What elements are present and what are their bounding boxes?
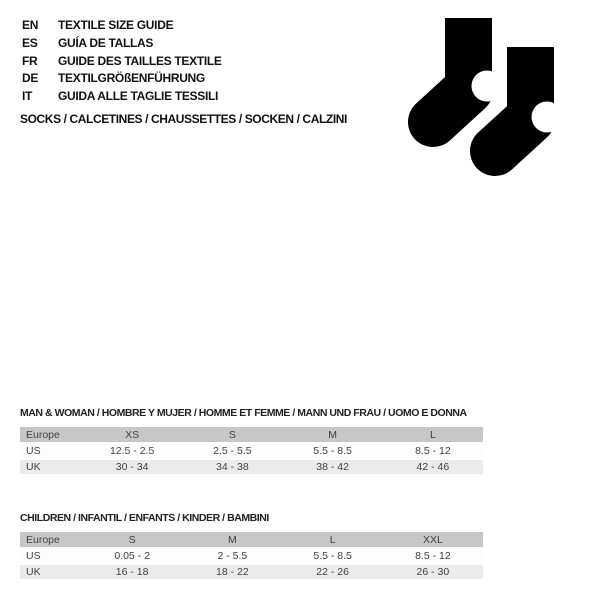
size-cell: 2.5 - 5.5 (182, 443, 282, 459)
size-cell: 26 - 30 (383, 564, 483, 580)
size-cell: 0.05 - 2 (82, 548, 182, 564)
size-cell: 22 - 26 (283, 564, 383, 580)
size-table-section-adults (20, 406, 483, 476)
column-header-size: M (283, 427, 383, 443)
language-label: GUÍA DE TALLAS (58, 35, 154, 50)
column-header-size: S (82, 532, 182, 548)
table-row-uk (20, 564, 483, 580)
column-header-size: L (283, 532, 383, 548)
size-cell: 42 - 46 (383, 459, 483, 475)
column-header-region: Europe (20, 532, 82, 548)
language-label: GUIDE DES TAILLES TEXTILE (58, 53, 222, 68)
column-header-region: Europe (20, 427, 82, 443)
language-code: FR (22, 53, 38, 68)
size-cell: 12.5 - 2.5 (82, 443, 182, 459)
size-cell: 8.5 - 12 (383, 443, 483, 459)
language-label: GUIDA ALLE TAGLIE TESSILI (58, 89, 219, 104)
language-label: TEXTILE SIZE GUIDE (58, 18, 174, 32)
language-row-fr (22, 53, 222, 71)
size-table-children (20, 532, 483, 581)
column-header-size: XXL (383, 532, 483, 548)
language-code: EN (22, 18, 39, 32)
language-list (22, 17, 222, 106)
language-label: TEXTILGRÖßENFÜHRUNG (58, 71, 205, 86)
size-cell: 5.5 - 8.5 (283, 443, 383, 459)
size-cell: 16 - 18 (82, 564, 182, 580)
region-cell: US (20, 548, 82, 564)
language-row-de (22, 70, 222, 88)
size-cell: 8.5 - 12 (383, 548, 483, 564)
category-title: SOCKS / CALCETINES / CHAUSSETTES / SOCKEN / CALZINI (20, 112, 347, 126)
size-cell: 18 - 22 (182, 564, 282, 580)
table-title-children: CHILDREN / INFANTIL / ENFANTS / KINDER / BAMBINI (20, 512, 269, 524)
language-code: DE (22, 71, 39, 86)
region-cell: UK (20, 459, 82, 475)
size-cell: 38 - 42 (283, 459, 383, 475)
size-cell: 30 - 34 (82, 459, 182, 475)
size-table-section-children (20, 511, 483, 581)
column-header-size: M (182, 532, 282, 548)
language-code: ES (22, 35, 38, 50)
column-header-size: S (182, 427, 282, 443)
column-header-size: XS (82, 427, 182, 443)
table-row-us (20, 548, 483, 564)
table-header-row (20, 427, 483, 443)
table-header-row (20, 532, 483, 548)
table-row-us (20, 443, 483, 459)
language-row-es (22, 35, 222, 53)
region-cell: US (20, 443, 82, 459)
language-code: IT (22, 89, 33, 104)
socks-icon (400, 8, 570, 183)
language-row-en (22, 17, 222, 35)
table-row-uk (20, 459, 483, 475)
column-header-size: L (383, 427, 483, 443)
table-title-adults: MAN & WOMAN / HOMBRE Y MUJER / HOMME ET FEMME / MANN UND FRAU / UOMO E DONNA (20, 407, 467, 419)
language-row-it (22, 88, 222, 106)
size-cell: 2 - 5.5 (182, 548, 282, 564)
size-table-adults (20, 427, 483, 476)
size-cell: 5.5 - 8.5 (283, 548, 383, 564)
region-cell: UK (20, 564, 82, 580)
size-cell: 34 - 38 (182, 459, 282, 475)
